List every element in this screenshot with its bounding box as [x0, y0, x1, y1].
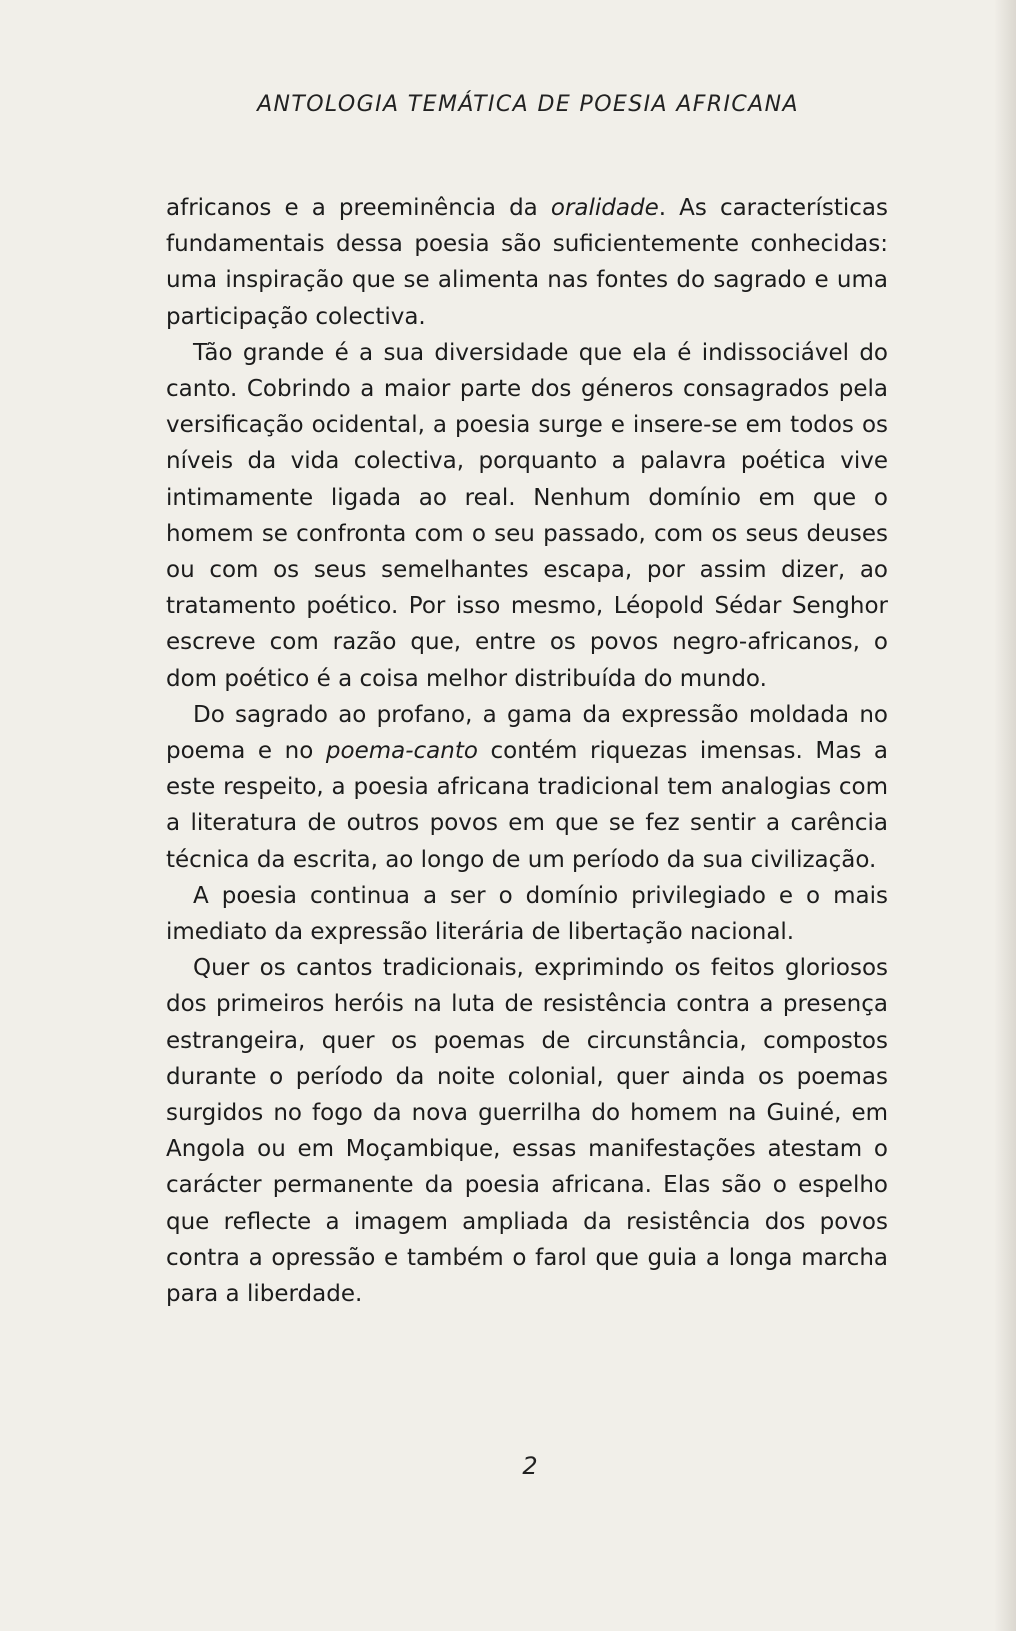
paragraph-1-lead: africanos e a preeminência da — [166, 195, 551, 221]
paragraph-5: Quer os cantos tradicionais, exprimindo os feitos gloriosos dos primeiros heróis na luta de resistência contra a presença estrangeira, quer os poemas de circunstância, compostos durante o período da noite colonial, quer ainda os poemas surgidos no fogo da nova guerrilha do homem na Guiné, em Angola ou em Moçambique, essas manifestações atestam o carácter permanente da poesia africana. Elas são o espelho que reflecte a imagem ampliada da resistência dos povos contra a opressão e também o farol que guia a longa marcha para a liberdade. — [166, 955, 888, 1308]
page-edge-shadow — [994, 0, 1016, 1631]
paragraph-1 — [166, 190, 888, 335]
paragraph-1-emphasis: oralidade — [550, 195, 659, 221]
paragraph-3 — [166, 697, 888, 878]
paragraph-3-emphasis: poema-canto — [325, 738, 478, 765]
paragraph-4: A poesia continua a ser o domínio privilegiado e o mais imediato da expressão literária de libertação nacional. — [166, 882, 888, 946]
body-text — [166, 190, 888, 1312]
page-number: 2 — [522, 1452, 538, 1480]
paragraph-2: Tão grande é a sua diversidade que ela é indissociável do canto. Cobrindo a maior parte dos géneros consagrados pela versificação ocidental, a poesia surge e insere-se em todos os níveis da vida colectiva, porquanto a palavra poética vive intimamente ligada ao real. Nenhum domínio em que o homem se confronta com o seu passado, com os seus deuses ou com os seus semelhantes escapa, por assim dizer, ao tratamento poético. Por isso mesmo, Léopold Sédar Senghor escreve com razão que, entre os povos negro-africanos, o dom poético é a coisa melhor distribuída do mundo. — [166, 339, 888, 692]
running-header: ANTOLOGIA TEMÁTICA DE POESIA AFRICANA — [257, 92, 799, 117]
paragraph-3-tail: contém riquezas imensas. Mas a este respeito, a poesia africana tradicional tem analogias com a literatura de outros povos em que se fez sentir a carência técnica da escrita, ao longo de um período da sua civilização. — [166, 738, 888, 873]
paragraph-3-lead: Do sagrado ao profano, a gama da expressão moldada no poema e no — [166, 701, 888, 765]
paragraph-1-tail: . As características fundamentais dessa poesia são suficientemente conhecidas: uma inspiração que se alimenta nas fontes do sagrado e uma participação colectiva. — [166, 195, 889, 330]
